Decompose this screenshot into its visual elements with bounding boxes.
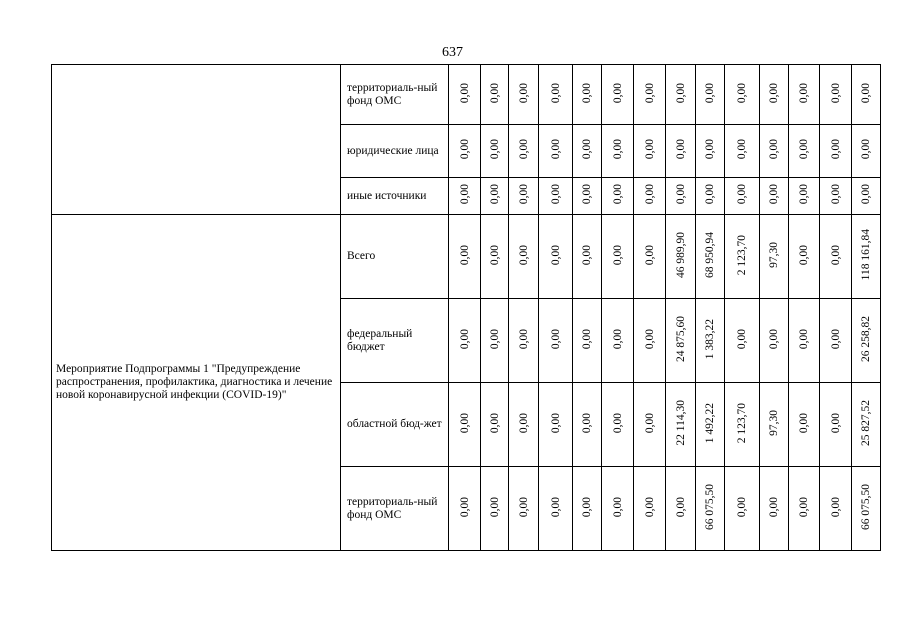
value-text: 0,00 <box>581 184 593 205</box>
value-cell <box>509 125 539 178</box>
value-cell <box>760 467 789 551</box>
value-cell <box>760 125 789 178</box>
value-cell <box>573 215 602 299</box>
value-cell <box>634 178 666 215</box>
value-cell <box>820 215 852 299</box>
value-cell <box>509 299 539 383</box>
value-text: 0,00 <box>517 82 530 104</box>
value-text: 0,00 <box>549 328 562 350</box>
value-text: 0,00 <box>581 412 593 434</box>
value-text: 0,00 <box>736 82 748 104</box>
value-cell <box>481 215 509 299</box>
value-text: 0,00 <box>549 412 562 434</box>
funding-source-cell: территориаль-ный фонд ОМС <box>341 65 449 125</box>
value-cell <box>539 65 573 125</box>
value-text: 0,00 <box>643 412 656 434</box>
value-text: 0,00 <box>674 139 687 160</box>
value-cell <box>820 178 852 215</box>
value-cell <box>539 178 573 215</box>
value-text: 0,00 <box>860 184 872 205</box>
value-cell <box>539 215 573 299</box>
value-text: 0,00 <box>798 328 810 350</box>
value-cell <box>634 299 666 383</box>
value-cell <box>602 299 634 383</box>
value-text: 0,00 <box>517 184 530 205</box>
value-cell <box>725 125 760 178</box>
value-text: 26 258,82 <box>860 316 872 362</box>
value-text: 0,00 <box>643 244 656 266</box>
value-cell <box>449 65 481 125</box>
value-cell <box>820 299 852 383</box>
value-text: 0,00 <box>488 244 501 266</box>
value-cell <box>696 65 725 125</box>
value-text: 0,00 <box>611 496 624 518</box>
value-text: 0,00 <box>829 139 842 160</box>
value-text: 0,00 <box>768 139 780 160</box>
value-text: 0,00 <box>458 139 471 160</box>
value-text: 0,00 <box>611 184 624 205</box>
value-cell <box>789 125 820 178</box>
value-cell <box>820 125 852 178</box>
table-row <box>52 65 881 125</box>
value-cell <box>634 65 666 125</box>
value-text: 0,00 <box>611 328 624 350</box>
value-cell <box>481 467 509 551</box>
value-cell <box>481 383 509 467</box>
value-text: 0,00 <box>736 139 748 160</box>
value-text: 0,00 <box>798 496 810 518</box>
funding-source-cell: областной бюд-жет <box>341 383 449 467</box>
value-text: 0,00 <box>736 496 748 518</box>
value-text: 0,00 <box>458 82 471 104</box>
value-text: 1 492,22 <box>704 402 716 444</box>
value-text: 0,00 <box>768 496 780 518</box>
value-text: 0,00 <box>549 244 562 266</box>
value-text: 0,00 <box>798 184 810 205</box>
value-cell <box>696 467 725 551</box>
value-cell <box>573 125 602 178</box>
value-cell <box>573 299 602 383</box>
value-text: 0,00 <box>674 184 687 205</box>
value-cell <box>666 215 696 299</box>
value-cell <box>666 467 696 551</box>
value-text: 0,00 <box>458 244 471 266</box>
value-cell <box>509 215 539 299</box>
value-text: 118 161,84 <box>860 229 872 281</box>
value-text: 1 383,22 <box>704 318 716 360</box>
value-cell <box>666 178 696 215</box>
value-cell <box>573 178 602 215</box>
value-cell <box>509 178 539 215</box>
funding-source-cell: территориаль-ный фонд ОМС <box>341 467 449 551</box>
value-text: 0,00 <box>458 412 471 434</box>
value-cell <box>696 383 725 467</box>
value-cell <box>760 65 789 125</box>
value-text: 66 075,50 <box>860 484 872 530</box>
value-text: 0,00 <box>829 412 842 434</box>
value-cell <box>602 467 634 551</box>
value-text: 2 123,70 <box>736 234 748 276</box>
value-cell <box>449 383 481 467</box>
value-cell <box>666 65 696 125</box>
value-text: 0,00 <box>611 139 624 160</box>
value-text: 0,00 <box>488 496 501 518</box>
value-cell <box>820 383 852 467</box>
value-cell <box>481 299 509 383</box>
value-text: 0,00 <box>611 82 624 104</box>
value-cell <box>852 467 881 551</box>
value-text: 0,00 <box>643 82 656 104</box>
value-text: 0,00 <box>581 328 593 350</box>
budget-table <box>51 64 881 551</box>
value-cell <box>789 383 820 467</box>
value-text: 0,00 <box>458 184 471 205</box>
value-text: 0,00 <box>829 244 842 266</box>
value-text: 97,30 <box>768 410 780 436</box>
value-cell <box>789 65 820 125</box>
value-cell <box>449 467 481 551</box>
funding-source-cell: Всего <box>341 215 449 299</box>
value-cell <box>725 65 760 125</box>
funding-source-cell: иные источники <box>341 178 449 215</box>
value-text: 0,00 <box>488 184 501 205</box>
value-cell <box>602 215 634 299</box>
value-cell <box>666 299 696 383</box>
value-cell <box>634 125 666 178</box>
value-cell <box>573 467 602 551</box>
value-text: 0,00 <box>768 184 780 205</box>
value-text: 0,00 <box>458 328 471 350</box>
value-text: 0,00 <box>549 496 562 518</box>
event-name-cell <box>52 65 341 215</box>
value-text: 0,00 <box>704 82 716 104</box>
value-text: 66 075,50 <box>704 484 716 530</box>
value-text: 0,00 <box>549 82 562 104</box>
value-cell <box>696 125 725 178</box>
value-text: 0,00 <box>674 496 687 518</box>
value-text: 0,00 <box>643 328 656 350</box>
value-cell <box>449 215 481 299</box>
value-cell <box>789 215 820 299</box>
value-cell <box>852 215 881 299</box>
value-text: 0,00 <box>458 496 471 518</box>
value-cell <box>760 178 789 215</box>
value-cell <box>573 383 602 467</box>
value-text: 0,00 <box>517 139 530 160</box>
value-text: 0,00 <box>798 82 810 104</box>
value-cell <box>725 467 760 551</box>
value-text: 0,00 <box>829 82 842 104</box>
value-cell <box>666 125 696 178</box>
value-cell <box>539 125 573 178</box>
value-text: 24 875,60 <box>674 316 687 362</box>
value-text: 0,00 <box>798 139 810 160</box>
value-text: 0,00 <box>736 328 748 350</box>
value-cell <box>789 467 820 551</box>
value-cell <box>696 299 725 383</box>
value-text: 0,00 <box>674 82 687 104</box>
value-cell <box>725 383 760 467</box>
value-cell <box>760 299 789 383</box>
value-cell <box>820 467 852 551</box>
value-text: 0,00 <box>798 412 810 434</box>
value-text: 22 114,30 <box>674 400 687 446</box>
funding-source-cell: юридические лица <box>341 125 449 178</box>
value-text: 0,00 <box>517 328 530 350</box>
value-text: 0,00 <box>488 82 501 104</box>
value-text: 0,00 <box>829 184 842 205</box>
value-text: 0,00 <box>704 139 716 160</box>
value-cell <box>449 178 481 215</box>
value-text: 0,00 <box>643 496 656 518</box>
value-text: 0,00 <box>860 82 872 104</box>
value-cell <box>449 299 481 383</box>
value-text: 0,00 <box>581 496 593 518</box>
value-cell <box>602 383 634 467</box>
value-cell <box>481 65 509 125</box>
value-cell <box>602 65 634 125</box>
value-cell <box>789 299 820 383</box>
value-cell <box>760 215 789 299</box>
value-text: 0,00 <box>581 139 593 160</box>
value-text: 0,00 <box>704 184 716 205</box>
value-cell <box>509 467 539 551</box>
value-cell <box>760 383 789 467</box>
value-text: 0,00 <box>611 412 624 434</box>
value-text: 0,00 <box>517 244 530 266</box>
value-cell <box>852 299 881 383</box>
value-cell <box>634 467 666 551</box>
value-text: 0,00 <box>643 139 656 160</box>
value-text: 0,00 <box>768 82 780 104</box>
value-cell <box>481 178 509 215</box>
value-text: 0,00 <box>517 412 530 434</box>
value-text: 0,00 <box>488 139 501 160</box>
value-cell <box>602 125 634 178</box>
value-text: 25 827,52 <box>860 400 872 446</box>
value-text: 0,00 <box>611 244 624 266</box>
event-name-cell: Мероприятие Подпрограммы 1 "Предупреждение распространения, профилактика, диагностика и лечение новой коронавирусной инфекции (COVID-19)" <box>52 215 341 551</box>
value-cell <box>725 299 760 383</box>
value-cell <box>573 65 602 125</box>
value-text: 0,00 <box>581 82 593 104</box>
value-text: 0,00 <box>829 328 842 350</box>
value-text: 0,00 <box>488 328 501 350</box>
value-text: 0,00 <box>798 244 810 266</box>
value-cell <box>852 178 881 215</box>
page-number: 637 <box>442 45 463 60</box>
value-text: 68 950,94 <box>704 232 716 278</box>
value-cell <box>852 65 881 125</box>
value-cell <box>852 383 881 467</box>
value-text: 0,00 <box>643 184 656 205</box>
value-cell <box>539 299 573 383</box>
value-text: 0,00 <box>860 139 872 160</box>
value-cell <box>696 178 725 215</box>
value-cell <box>634 383 666 467</box>
value-cell <box>509 383 539 467</box>
value-cell <box>481 125 509 178</box>
value-text: 97,30 <box>768 242 780 268</box>
value-text: 0,00 <box>517 496 530 518</box>
value-cell <box>789 178 820 215</box>
value-text: 0,00 <box>581 244 593 266</box>
value-cell <box>539 467 573 551</box>
value-cell <box>696 215 725 299</box>
value-cell <box>725 178 760 215</box>
value-cell <box>634 215 666 299</box>
value-cell <box>725 215 760 299</box>
value-cell <box>602 178 634 215</box>
value-cell <box>449 125 481 178</box>
value-text: 0,00 <box>829 496 842 518</box>
value-text: 0,00 <box>488 412 501 434</box>
value-text: 0,00 <box>736 184 748 205</box>
value-text: 0,00 <box>768 328 780 350</box>
value-text: 0,00 <box>549 139 562 160</box>
value-text: 2 123,70 <box>736 402 748 444</box>
value-text: 0,00 <box>549 184 562 205</box>
value-cell <box>509 65 539 125</box>
funding-source-cell: федеральный бюджет <box>341 299 449 383</box>
value-text: 46 989,90 <box>674 232 687 278</box>
value-cell <box>539 383 573 467</box>
value-cell <box>852 125 881 178</box>
value-cell <box>666 383 696 467</box>
value-cell <box>820 65 852 125</box>
table-row <box>52 215 881 299</box>
